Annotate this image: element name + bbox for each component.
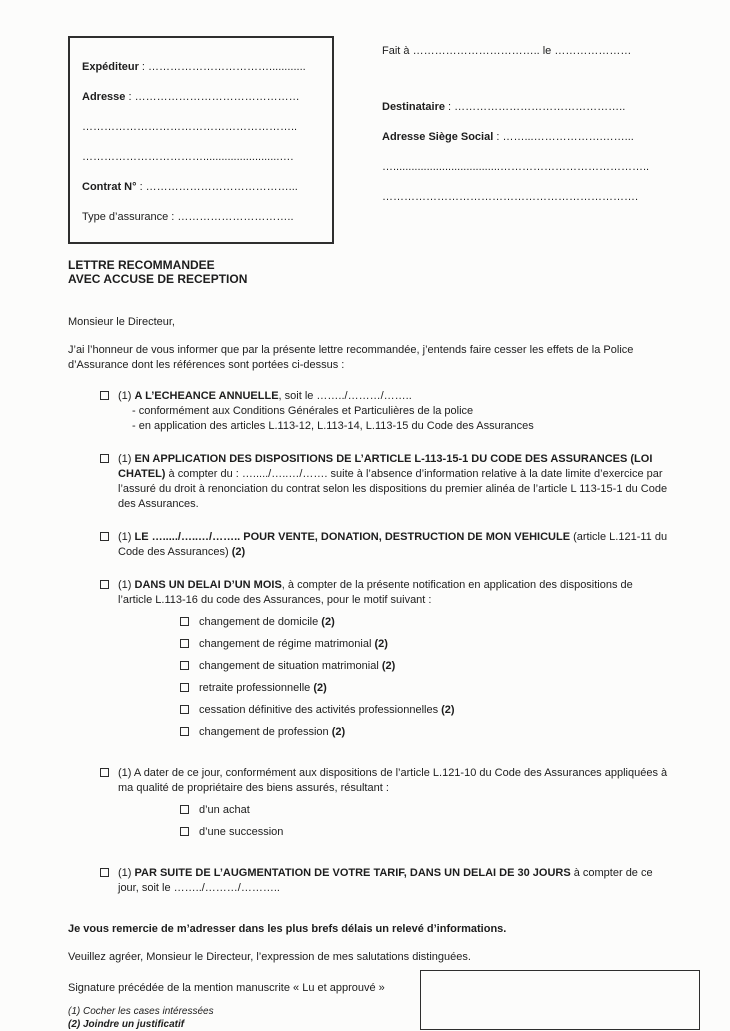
checkbox[interactable] [100, 768, 109, 777]
sub-checkbox-item-succession [180, 826, 668, 839]
footnote-1: (1) Cocher les cases intéressées [68, 1006, 214, 1017]
checkbox[interactable] [180, 639, 189, 648]
dash-line: - en application des articles L.113-12, L.113-14, L.113-15 du Code des Assurances [132, 420, 534, 432]
checkbox-item-augmentation-tarif [100, 866, 668, 896]
sub-item-text: changement de domicile (2) [199, 616, 335, 628]
sub-checkbox-item-cessation-activites [180, 704, 668, 717]
item-rest-text: , soit le ……../………/…….. [278, 390, 412, 402]
item-text [118, 766, 668, 848]
checkbox-item-echeance-annuelle [100, 389, 668, 434]
siege-social-field [382, 122, 668, 152]
signature-area [68, 981, 668, 1031]
item-bold-text: EN APPLICATION DES DISPOSITIONS DE L’ARTICLE L-113-15-1 DU CODE DES ASSURANCES (LOI CHATEL) [118, 453, 653, 480]
item-prefix: (1) [118, 767, 134, 779]
item-prefix: (1) [118, 867, 135, 879]
adresse-field [82, 82, 320, 112]
signature-mention: Signature précédée de la mention manuscrite « Lu et approuvé » [68, 982, 385, 994]
checkbox-item-delai-un-mois [100, 578, 668, 748]
item-bold-text: LE …...../…..…/…….. POUR VENTE, DONATION, DESTRUCTION DE MON VEHICULE [134, 531, 571, 543]
title-line-2: AVEC ACCUSE DE RECEPTION [68, 272, 248, 286]
expediteur-field [82, 52, 320, 82]
releve-informations-request: Je vous remercie de m’adresser dans les plus brefs délais un relevé d’informations. [68, 923, 507, 935]
signature-box[interactable] [420, 970, 700, 1030]
contrat-blank: : …………………………………... [136, 181, 298, 193]
dash-line: - conformément aux Conditions Générales et Particulières de la police [132, 405, 474, 417]
checkbox[interactable] [180, 661, 189, 670]
letter-content [68, 0, 668, 1031]
sub-item-text: retraite professionnelle (2) [199, 682, 327, 694]
expediteur-blank: : ……………………………............ [138, 61, 306, 73]
checkbox[interactable] [180, 827, 189, 836]
checkbox[interactable] [180, 617, 189, 626]
adresse-label: Adresse [82, 91, 126, 103]
checkbox[interactable] [100, 580, 109, 589]
salutation: Monsieur le Directeur, [68, 316, 175, 328]
item-prefix: (1) [118, 579, 135, 591]
checkbox-item-proprietaire-biens [100, 766, 668, 848]
sub-item-text: d’une succession [199, 826, 284, 838]
destinataire-field [382, 92, 668, 122]
motif-sub-list [118, 616, 668, 739]
sub-item-text: changement de profession (2) [199, 726, 346, 738]
item-note: (2) [441, 704, 455, 716]
destinataire-label: Destinataire [382, 101, 445, 113]
item-prefix: (1) [118, 453, 135, 465]
adresse-blank-line: ………………………………………………….. [82, 121, 298, 133]
item-rest-text: (article L.121-11 du Code des Assurances) [118, 531, 668, 558]
item-rest-text: A dater de ce jour, conformément aux dispositions de l’article L.121-10 du Code des Assurances appliquées à ma qualité de propriétaire des biens assurés, résultant : [118, 767, 668, 794]
sub-checkbox-item-achat [180, 804, 668, 817]
expediteur-label: Expéditeur [82, 61, 139, 73]
item-text [118, 530, 668, 560]
recipient-blank-line: ……………………………………………………………. [382, 191, 639, 203]
item-note: (2) [231, 546, 246, 558]
sub-checkbox-item-retraite [180, 682, 668, 695]
sub-checkbox-item-profession [180, 726, 668, 739]
item-prefix: (1) [118, 531, 135, 543]
checkbox[interactable] [100, 868, 109, 877]
checkbox-item-loi-chatel [100, 452, 668, 512]
siege-social-label: Adresse Siège Social [382, 131, 494, 143]
recipient-column [382, 36, 668, 244]
item-text [118, 389, 668, 434]
item-bold-text: PAR SUITE DE L’AUGMENTATION DE VOTRE TARIF, DANS UN DELAI DE 30 JOURS [134, 867, 571, 879]
sub-item-text: changement de régime matrimonial (2) [199, 638, 388, 650]
sub-item-text: d’un achat [199, 804, 250, 816]
item-rest-text: à compter du : …...../…..…/……. suite à l’absence d’information relative à la date limite d’exercice par l’assuré du droit à renonciation du contrat selon les dispositions du premier alinéa de l’article L 113-15-1 du Code des Assurances. [118, 468, 668, 510]
letter-header [68, 36, 668, 244]
item-note: (2) [331, 726, 346, 738]
type-assurance-field: Type d’assurance : ………………………….. [82, 211, 294, 223]
checkbox[interactable] [180, 683, 189, 692]
item-text [118, 578, 668, 748]
item-note: (2) [381, 660, 396, 672]
item-note: (2) [313, 682, 327, 694]
item-prefix: (1) [118, 390, 135, 402]
item-rest-text: à compter de ce jour, soit le ……../………/……….. [118, 867, 653, 894]
sub-checkbox-item-domicile [180, 616, 668, 629]
sub-checkbox-item-situation-matrimonial [180, 660, 668, 673]
title-line-1: LETTRE RECOMMANDEE [68, 258, 215, 272]
adresse-blank: : ……………………………………… [125, 91, 300, 103]
fait-a-field: Fait à …………………………….. le ………………… [382, 45, 632, 57]
item-bold-text: A L’ECHEANCE ANNUELLE [134, 390, 279, 402]
footnote-2: (2) Joindre un justificatif [68, 1019, 185, 1030]
contrat-label: Contrat N° [82, 181, 137, 193]
destinataire-blank: : ……………………………………….. [444, 101, 626, 113]
checkbox[interactable] [180, 727, 189, 736]
contrat-field [82, 172, 320, 202]
resultant-sub-list [118, 804, 668, 839]
sub-item-text: cessation définitive des activités professionnelles (2) [199, 704, 455, 716]
item-note: (2) [374, 638, 388, 650]
sender-info-box [68, 36, 334, 244]
item-rest-text: , à compter de la présente notification en application des dispositions de l’article L.113-16 du code des Assurances, pour le motif suivant : [118, 579, 633, 606]
item-text [118, 452, 668, 512]
item-note: (2) [321, 616, 335, 628]
siege-social-blank: : ……...……………….……... [493, 131, 634, 143]
checkbox[interactable] [180, 705, 189, 714]
reason-checklist [68, 389, 668, 896]
intro-paragraph: J’ai l’honneur de vous informer que par la présente lettre recommandée, j’entends faire cesser les effets de la Police d’Assurance dont les références sont portées ci-dessus : [68, 344, 634, 371]
checkbox[interactable] [180, 805, 189, 814]
sub-checkbox-item-regime-matrimonial [180, 638, 668, 651]
sub-item-text: changement de situation matrimonial (2) [199, 660, 396, 672]
checkbox[interactable] [100, 532, 109, 541]
item-bold-text: DANS UN DELAI D’UN MOIS [134, 579, 282, 591]
item-text [118, 866, 668, 896]
adresse-blank-line: …………………………….........................…. [82, 151, 294, 163]
checkbox-item-vente-donation-destruction [100, 530, 668, 560]
polite-closing: Veuillez agréer, Monsieur le Directeur, l’expression de mes salutations distinguées. [68, 951, 471, 963]
checkbox[interactable] [100, 391, 109, 400]
letter-title [68, 258, 668, 286]
recipient-blank-line: …...................................………………………………….. [382, 161, 650, 173]
checkbox[interactable] [100, 454, 109, 463]
